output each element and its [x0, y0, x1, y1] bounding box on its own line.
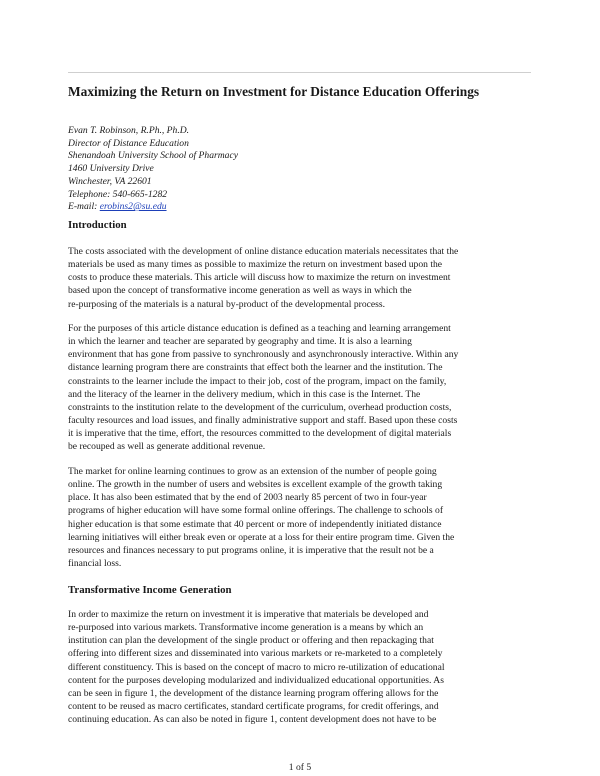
document-title: Maximizing the Return on Investment for Distance Education Offerings: [68, 84, 480, 99]
text-line: and the literacy of the learner in the delivery medium, which in this case is the Internet. The: [68, 388, 421, 400]
text-line: environment that has gone from passive to synchronously and asynchronously interactive. Within any: [68, 349, 459, 361]
paragraph: [68, 322, 538, 454]
text-line: The costs associated with the development of online distance education materials necessitates that the: [68, 246, 459, 257]
text-line: online. The growth in the number of users and websites is excellent example of the growth taking: [68, 479, 443, 491]
text-line: continuing education. As can also be noted in figure 1, content development does not have to be: [68, 714, 437, 726]
paragraph: [68, 245, 538, 311]
section-heading-transformative-income: Transformative Income Generation: [68, 584, 232, 596]
text-line: place. It has also been estimated that by the end of 2003 nearly 85 percent of two in four-year: [68, 492, 427, 504]
text-line: resources and finances necessary to put programs online, it is imperative that the result not be a: [68, 544, 434, 556]
text-line: For the purposes of this article distance education is defined as a teaching and learning arrangement: [68, 323, 451, 334]
top-divider: [68, 72, 531, 73]
text-line: faculty resources and load issues, and finally administrative support and staff. Based upon these costs: [68, 415, 458, 427]
text-line: The market for online learning continues to grow as an extension of the number of people going: [68, 466, 437, 477]
email-link[interactable]: erobins2@su.edu: [99, 201, 167, 213]
text-line: distance learning program there are constraints that effect both the learner and the institution. The: [68, 362, 443, 374]
text-line: offering into different sizes and disseminated into various markets or re-marketed to a completely: [68, 648, 443, 660]
text-line: programs of higher education will have some formal online offerings. The challenge to schools of: [68, 505, 444, 517]
text-line: materials be used as many times as possible to maximize the return on investment based upon the: [68, 259, 443, 271]
section-heading-introduction: Introduction: [68, 219, 127, 231]
text-line: higher education is that some estimate that 40 percent or more of independently initiated distance: [68, 518, 442, 530]
author-telephone: Telephone: 540-665-1282: [68, 188, 168, 200]
paragraph: [68, 465, 538, 570]
author-street: 1460 University Drive: [68, 163, 154, 175]
page-number: 1 of 5: [288, 762, 312, 773]
text-line: institution can plan the development of the single product or offering and then repackaging that: [68, 635, 434, 647]
text-line: re-purposing of the materials is a natural by-product of the developmental process.: [68, 298, 386, 310]
text-line: in which the learner and teacher are separated by geography and time. It is also a learning: [68, 336, 412, 348]
text-line: it is imperative that the time, effort, the resources committed to the development of digital materials: [68, 428, 452, 440]
paragraph: [68, 608, 538, 726]
text-line: re-purposed into various markets. Transformative income generation is a means by which an: [68, 622, 424, 634]
text-line: learning initiatives will either break even or operate at a loss for their entire program time. Given the: [68, 531, 455, 543]
text-line: In order to maximize the return on investment it is imperative that materials be developed and: [68, 609, 429, 620]
text-line: costs to produce these materials. This article will discuss how to maximize the return on investment: [68, 272, 451, 284]
text-line: be recouped as well as generate additional revenue.: [68, 441, 266, 453]
text-line: can be seen in figure 1, the development of the distance learning program offering allows for the: [68, 687, 439, 699]
author-school: Shenandoah University School of Pharmacy: [68, 150, 238, 162]
author-name: Evan T. Robinson, R.Ph., Ph.D.: [68, 125, 190, 136]
author-email-line: [68, 201, 538, 214]
author-city: Winchester, VA 22601: [68, 175, 152, 187]
text-line: content to be reused as macro certificates, standard certificate programs, for credit offerings, and: [68, 701, 439, 713]
text-line: financial loss.: [68, 558, 122, 570]
text-line: based upon the concept of transformative income generation as well as ways in which the: [68, 285, 412, 297]
text-line: content for the purposes developing modularized and individualized educational opportunities. As: [68, 674, 444, 686]
text-line: constraints to the institution relate to the development of the curriculum, overhead production costs,: [68, 401, 452, 413]
author-position: Director of Distance Education: [68, 137, 189, 149]
text-line: constraints to the learner include the impact to their job, cost of the program, impact on the family,: [68, 375, 447, 387]
author-block: [68, 125, 538, 214]
text-line: different constituency. This is based on the concept of macro to micro re-utilization of educational: [68, 661, 445, 673]
email-label: E-mail:: [68, 201, 100, 213]
